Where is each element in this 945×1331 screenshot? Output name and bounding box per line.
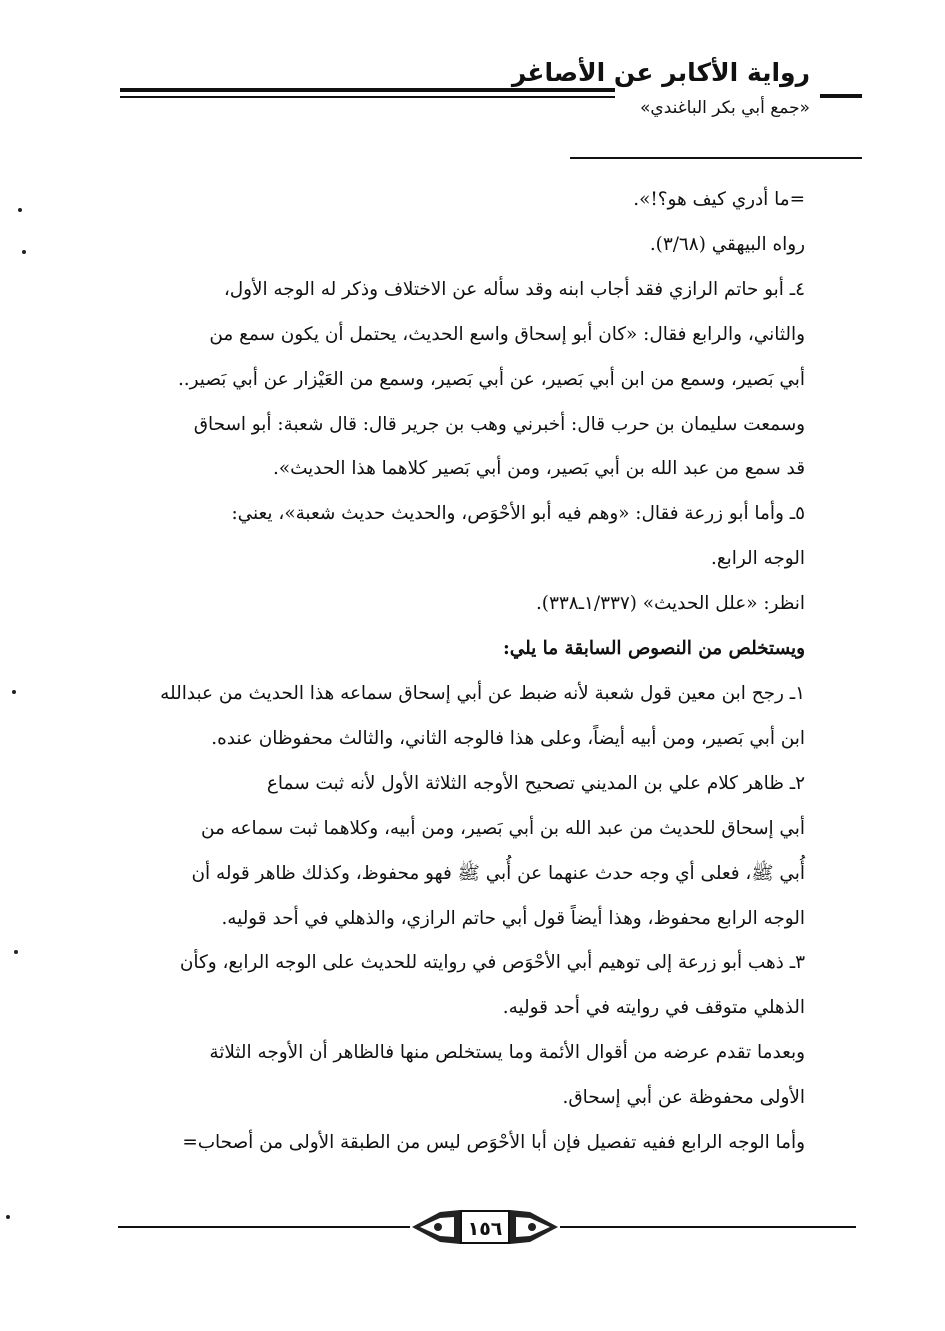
- body-line: الذهلي متوقف في روايته في أحد قوليه.: [502, 997, 805, 1019]
- body-line: الأولى محفوظة عن أبي إسحاق.: [562, 1087, 805, 1109]
- body-line: والثاني، والرابع فقال: «كان أبو إسحاق واسع الحديث، يحتمل أن يكون سمع من: [209, 323, 805, 345]
- footer-rule-left: [118, 1226, 410, 1228]
- body-line: الوجه الرابع محفوظ، وهذا أيضاً قول أبي حاتم الرازي، والذهلي في أحد قوليه.: [221, 907, 805, 929]
- body-line: الوجه الرابع.: [710, 548, 805, 570]
- scan-speck: [22, 250, 26, 254]
- body-line: ٥ـ وأما أبو زرعة فقال: «وهم فيه أبو الأحْوَص، والحديث حديث شعبة»، يعني:: [231, 503, 805, 525]
- body-line: رواه البيهقي (٣/٦٨).: [649, 233, 805, 255]
- header-rule-right: [820, 94, 862, 98]
- body-line: ٢ـ ظاهر كلام علي بن المديني تصحيح الأوجه الثلاثة الأول لأنه ثبت سماع: [266, 772, 805, 794]
- body-line: ٣ـ ذهب أبو زرعة إلى توهيم أبي الأحْوَص في روايته للحديث على الوجه الرابع، وكأن: [179, 952, 805, 974]
- scan-speck: [18, 208, 22, 212]
- body-line: =ما أدري كيف هو؟!».: [633, 189, 805, 210]
- body-line: أبي بَصير، وسمع من ابن أبي بَصير، عن أبي بَصير، وسمع من العَيْزار عن أبي بَصير..: [177, 368, 805, 390]
- body-line: ٤ـ أبو حاتم الرازي فقد أجاب ابنه وقد سأله عن الاختلاف وذكر له الوجه الأول،: [223, 278, 805, 300]
- body-line: قد سمع من عبد الله بن أبي بَصير، ومن أبي بَصير كلاهما هذا الحديث».: [272, 458, 805, 480]
- running-header: [120, 58, 862, 128]
- body-line: ١ـ رجح ابن معين قول شعبة لأنه ضبط عن أبي إسحاق سماعه هذا الحديث من عبدالله: [160, 682, 805, 704]
- page-body: [118, 178, 805, 1166]
- header-rule: [120, 88, 615, 92]
- section-heading: ويستخلص من النصوص السابقة ما يلي:: [502, 638, 805, 660]
- book-title: رواية الأكابر عن الأصاغر: [511, 58, 810, 87]
- book-subtitle: «جمع أبي بكر الباغندي»: [640, 98, 810, 118]
- body-line: وسمعت سليمان بن حرب قال: أخبرني وهب بن جرير قال: قال شعبة: أبو اسحاق: [193, 413, 805, 435]
- body-line: وأما الوجه الرابع ففيه تفصيل فإن أبا الأحْوَص ليس من الطبقة الأولى من أصحاب=: [182, 1132, 805, 1154]
- body-line: ابن أبي بَصير، ومن أبيه أيضاً، وعلى هذا فالوجه الثاني، والثالث محفوظان عنده.: [211, 727, 805, 749]
- body-line: أُبي ﷺ، فعلى أي وجه حدث عنهما عن أُبي ﷺ فهو محفوظ، وكذلك ظاهر قوله أن: [191, 862, 805, 884]
- page-number: ١٥٦: [460, 1210, 510, 1244]
- continuation-separator: [570, 157, 862, 159]
- footer-rule-right: [560, 1226, 856, 1228]
- body-line: أبي إسحاق للحديث من عبد الله بن أبي بَصير، ومن أبيه، وكلاهما ثبت سماعه من: [200, 817, 805, 839]
- header-rule-thin: [120, 96, 615, 98]
- body-line: وبعدما تقدم عرضه من أقوال الأئمة وما يستخلص منها فالظاهر أن الأوجه الثلاثة: [209, 1042, 805, 1064]
- scan-speck: [12, 690, 16, 694]
- body-line: انظر: «علل الحديث» (١/٣٣٧ـ٣٣٨).: [535, 593, 805, 615]
- scan-speck: [14, 950, 18, 954]
- scan-speck: [6, 1215, 10, 1219]
